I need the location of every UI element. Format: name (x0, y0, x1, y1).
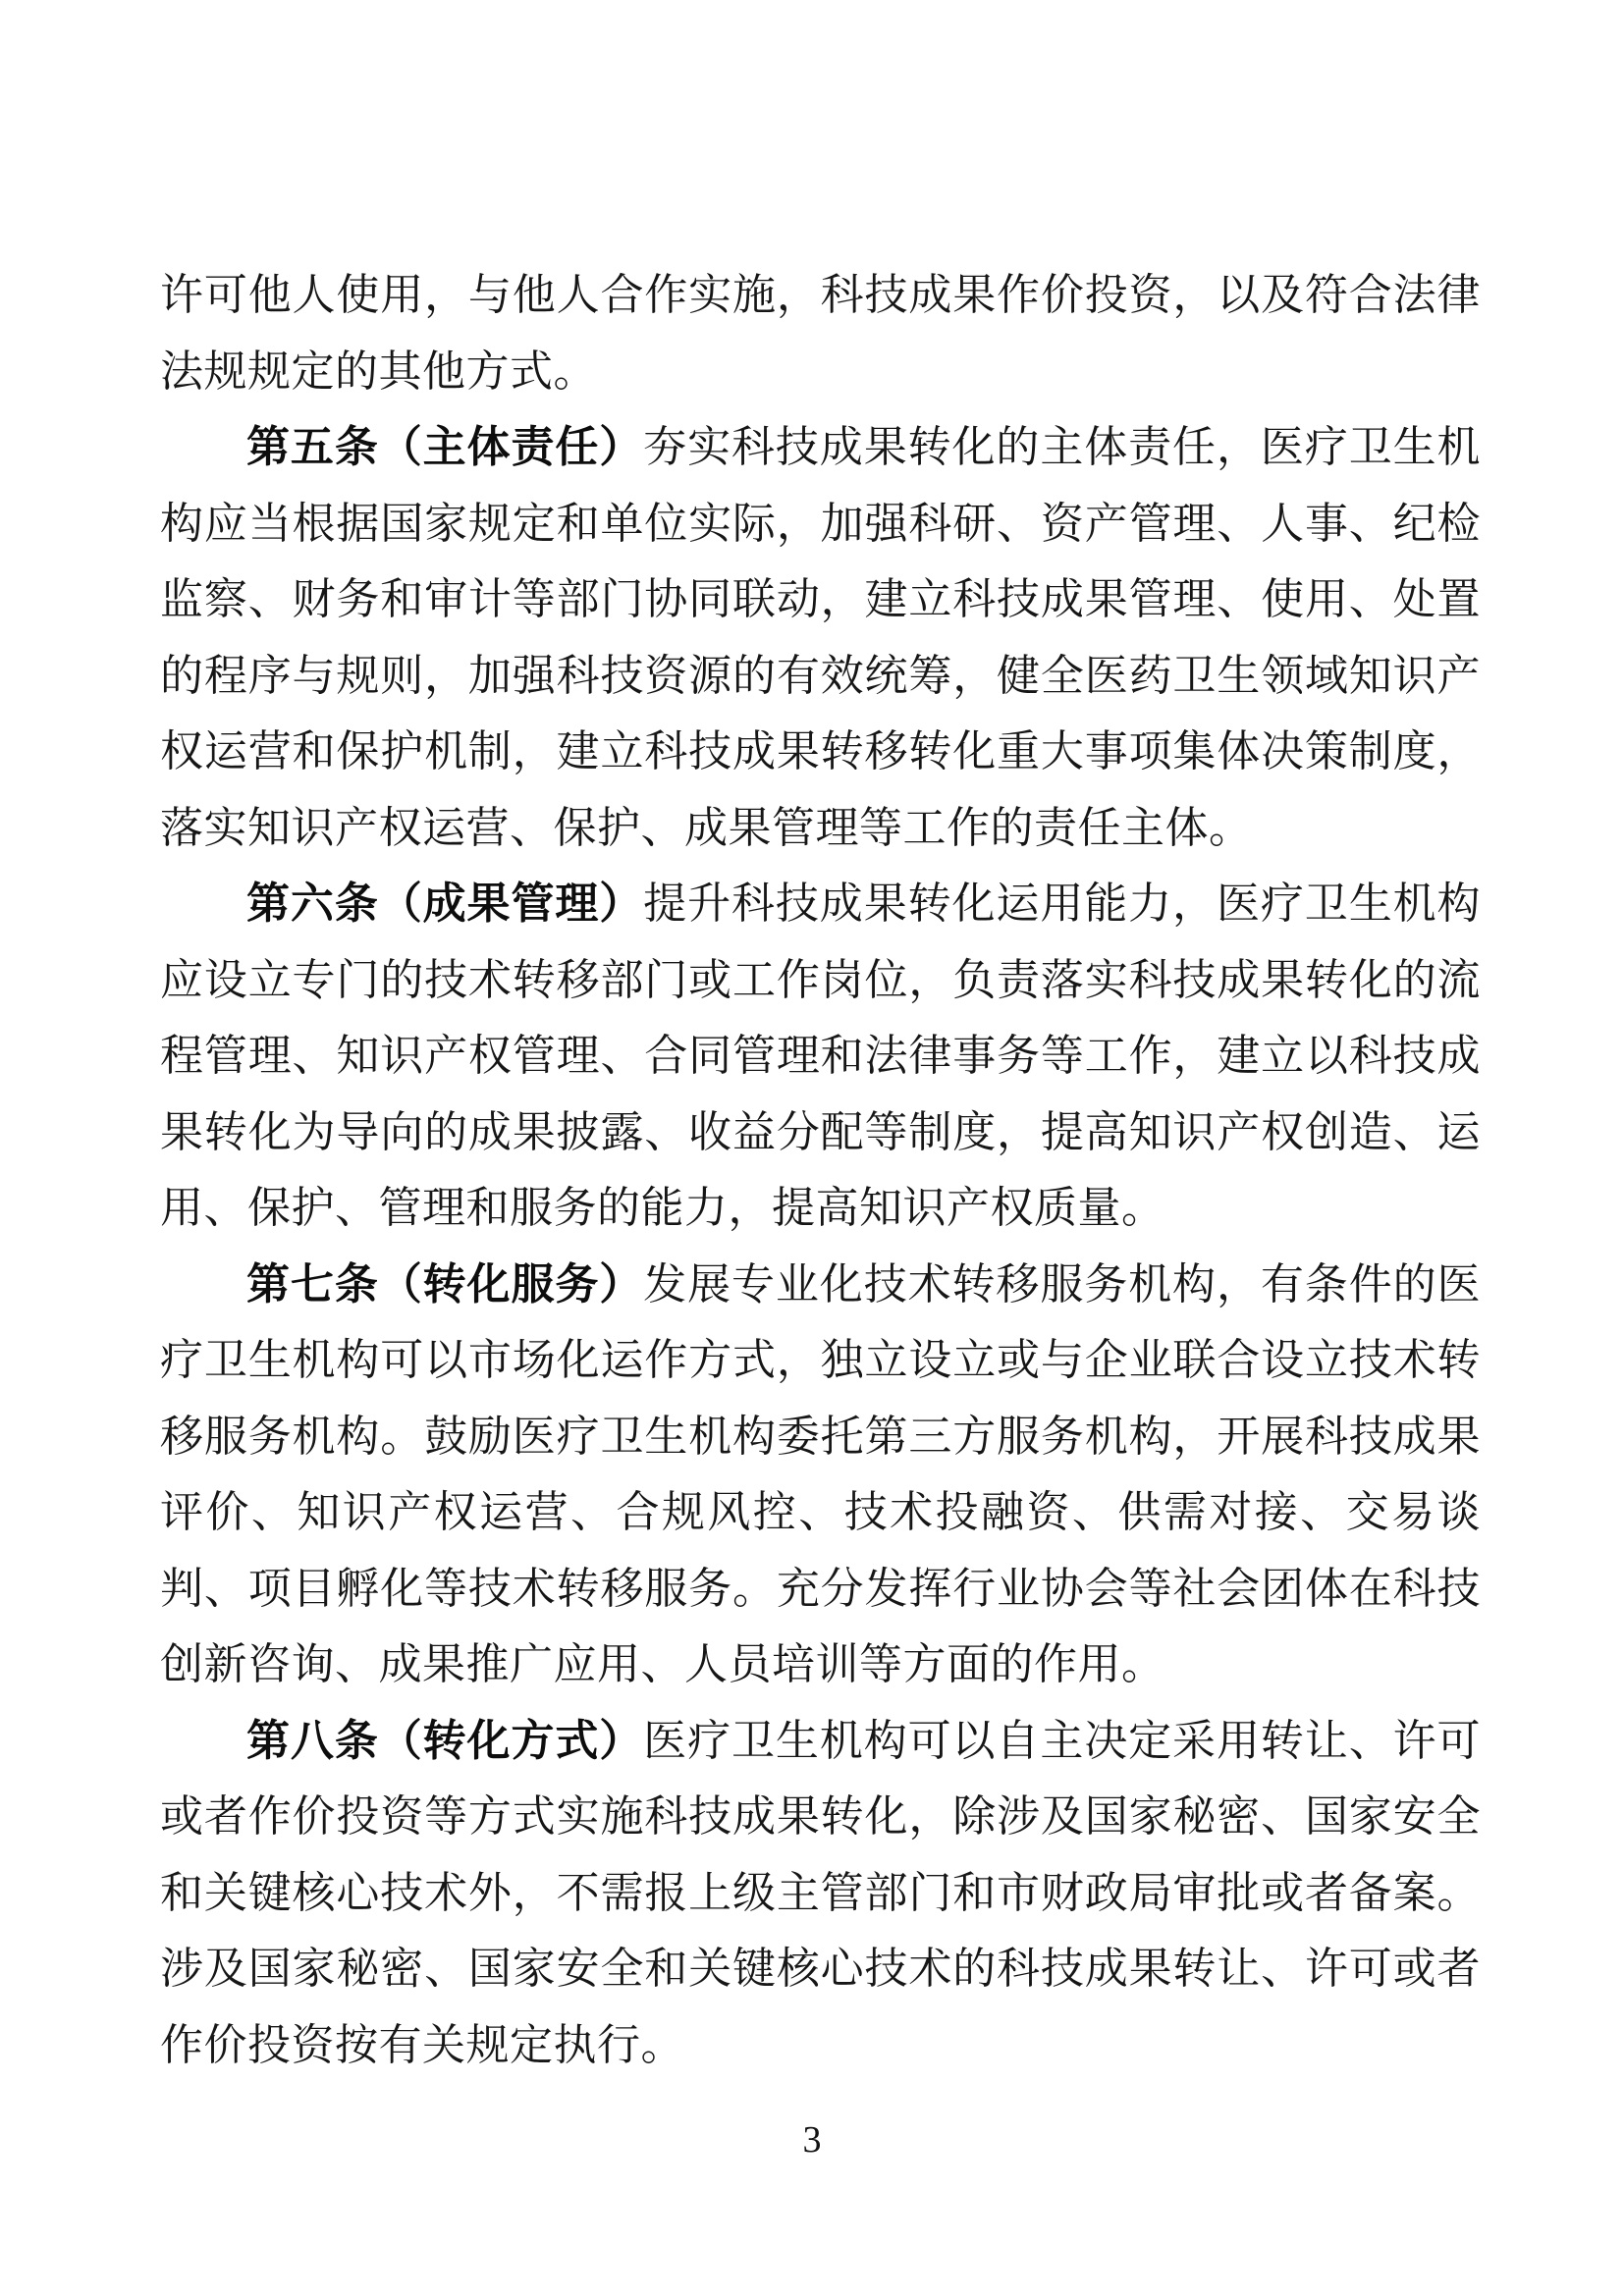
paragraph (160, 1247, 1481, 1703)
paragraph (160, 866, 1481, 1247)
article-heading: 第七条（转化服务） (246, 1259, 644, 1308)
article-heading: 第五条（主体责任） (246, 423, 644, 471)
paragraph-text: 医疗卫生机构可以自主决定采用转让、许可或者作价投资等方式实施科技成果转化，除涉及国家秘密、国家安全和关键核心技术外，不需报上级主管部门和市财政局审批或者备案。涉及国家秘密、国家安全和关键核心技术的科技成果转让、许可或者作价投资按有关规定执行。 (160, 1716, 1482, 2069)
article-heading: 第八条（转化方式） (246, 1716, 644, 1765)
paragraph (160, 257, 1481, 409)
document-body (160, 257, 1481, 2083)
paragraph-text: 提升科技成果转化运用能力，医疗卫生机构应设立专门的技术转移部门或工作岗位，负责落实科技成果转化的流程管理、知识产权管理、合同管理和法律事务等工作，建立以科技成果转化为导向的成果披露、收益分配等制度，提高知识产权创造、运用、保护、管理和服务的能力，提高知识产权质量。 (160, 880, 1482, 1232)
article-heading: 第六条（成果管理） (246, 880, 644, 928)
paragraph-text: 发展专业化技术转移服务机构，有条件的医疗卫生机构可以市场化运作方式，独立设立或与企业联合设立技术转移服务机构。鼓励医疗卫生机构委托第三方服务机构，开展科技成果评价、知识产权运营、合规风控、技术投融资、供需对接、交易谈判、项目孵化等技术转移服务。充分发挥行业协会等社会团体在科技创新咨询、成果推广应用、人员培训等方面的作用。 (160, 1259, 1482, 1688)
page-number: 3 (802, 2119, 822, 2161)
paragraph-text: 许可他人使用，与他人合作实施，科技成果作价投资，以及符合法律法规规定的其他方式。 (160, 271, 1481, 396)
paragraph (160, 409, 1481, 866)
paragraph-text: 夯实科技成果转化的主体责任，医疗卫生机构应当根据国家规定和单位实际，加强科研、资产管理、人事、纪检监察、财务和审计等部门协同联动，建立科技成果管理、使用、处置的程序与规则，加强科技资源的有效统筹，健全医药卫生领域知识产权运营和保护机制，建立科技成果转移转化重大事项集体决策制度，落实知识产权运营、保护、成果管理等工作的责任主体。 (160, 423, 1482, 852)
paragraph (160, 1703, 1481, 2084)
